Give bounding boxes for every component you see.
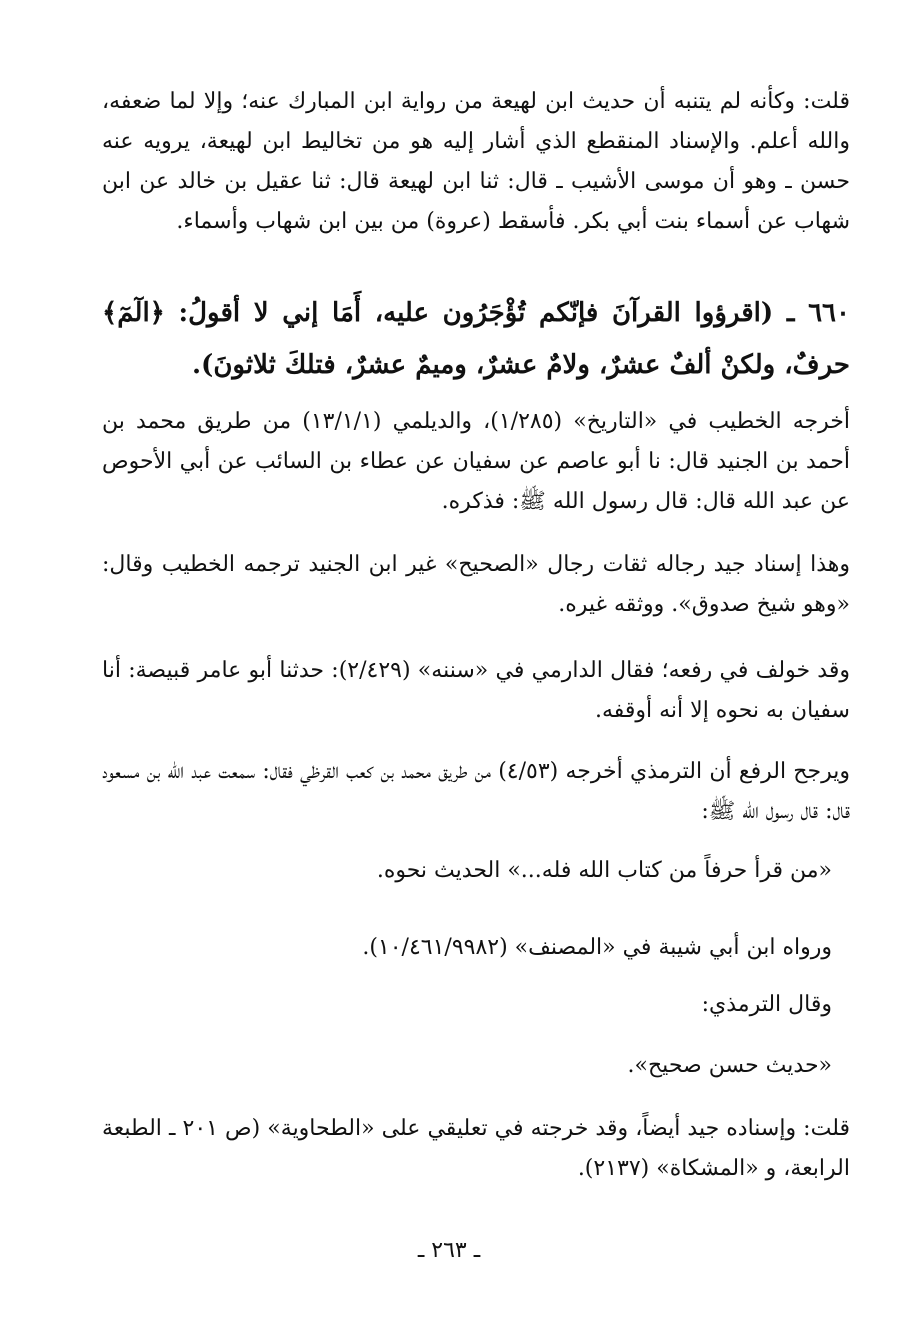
paragraph-tirmidhi-grade: «حديث حسن صحيح». [627, 1053, 832, 1078]
paragraph-tirmidhi: ويرجح الرفع أن الترمذي أخرجه (٤/٥٣) من طريق محمد بن كعب القرظي فقال: سمعت عبد الله بن مسعود قال: قال رسول الله ﷺ: [102, 759, 850, 824]
paragraph-isnad-grade: وهذا إسناد جيد رجاله ثقات رجال «الصحيح» غير ابن الجنيد ترجمه الخطيب وقال: «وهو شيخ صدوق». ووثقه غيره. [102, 552, 850, 617]
page-number: ـ ٢٦٣ ـ [417, 1238, 481, 1263]
paragraph-conclusion: قلت: وإسناده جيد أيضاً، وقد خرجته في تعليقي على «الطحاوية» (ص ٢٠١ ـ الطبعة الرابعة، و «المشكاة» (٢١٣٧). [102, 1116, 850, 1181]
paragraph-tirmidhi-said: وقال الترمذي: [701, 992, 832, 1017]
paragraph-darimi: وقد خولف في رفعه؛ فقال الدارمي في «سننه» (٢/٤٢٩): حدثنا أبو عامر قبيصة: أنا سفيان به نحوه إلا أنه أوقفه. [102, 658, 850, 723]
paragraph-commentary-1: قلت: وكأنه لم يتنبه أن حديث ابن لهيعة من رواية ابن المبارك عنه؛ وإلا لما ضعفه، والله أعلم. والإسناد المنقطع الذي أشار إليه هو من تخاليط ابن لهيعة، يرويه عنه حسن ـ وهو أن موسى الأشيب ـ قال: ثنا ابن لهيعة قال: ثنا عقيل بن خالد عن ابن شهاب عن أسماء بنت أبي بكر. فأسقط (عروة) من بين ابن شهاب وأسماء. [102, 89, 850, 234]
quoted-hadith-line: «من قرأ حرفاً من كتاب الله فله...» الحديث نحوه. [376, 858, 832, 883]
hadith-660-text: ٦٦٠ ـ (اقرؤوا القرآنَ فإنّكم تُؤْجَرُون عليه، أَمَا إني لا أقولُ: ﴿الٓمٓ﴾ حرفٌ، ولكنْ ألفٌ عشرٌ، ولامٌ عشرٌ، وميمٌ عشرٌ، فتلكَ ثلاثونَ). [102, 298, 850, 380]
paragraph-ibn-abi-shayba: ورواه ابن أبي شيبة في «المصنف» (١٠/٤٦١/٩٩٨٢). [362, 935, 832, 960]
paragraph-takhrij: أخرجه الخطيب في «التاريخ» (١/٢٨٥)، والديلمي (١٣/١/١) من طريق محمد بن أحمد بن الجنيد قال: نا أبو عاصم عن سفيان عن عطاء بن السائب عن أبي الأحوص عن عبد الله قال: قال رسول الله ﷺ: فذكره. [102, 409, 851, 514]
